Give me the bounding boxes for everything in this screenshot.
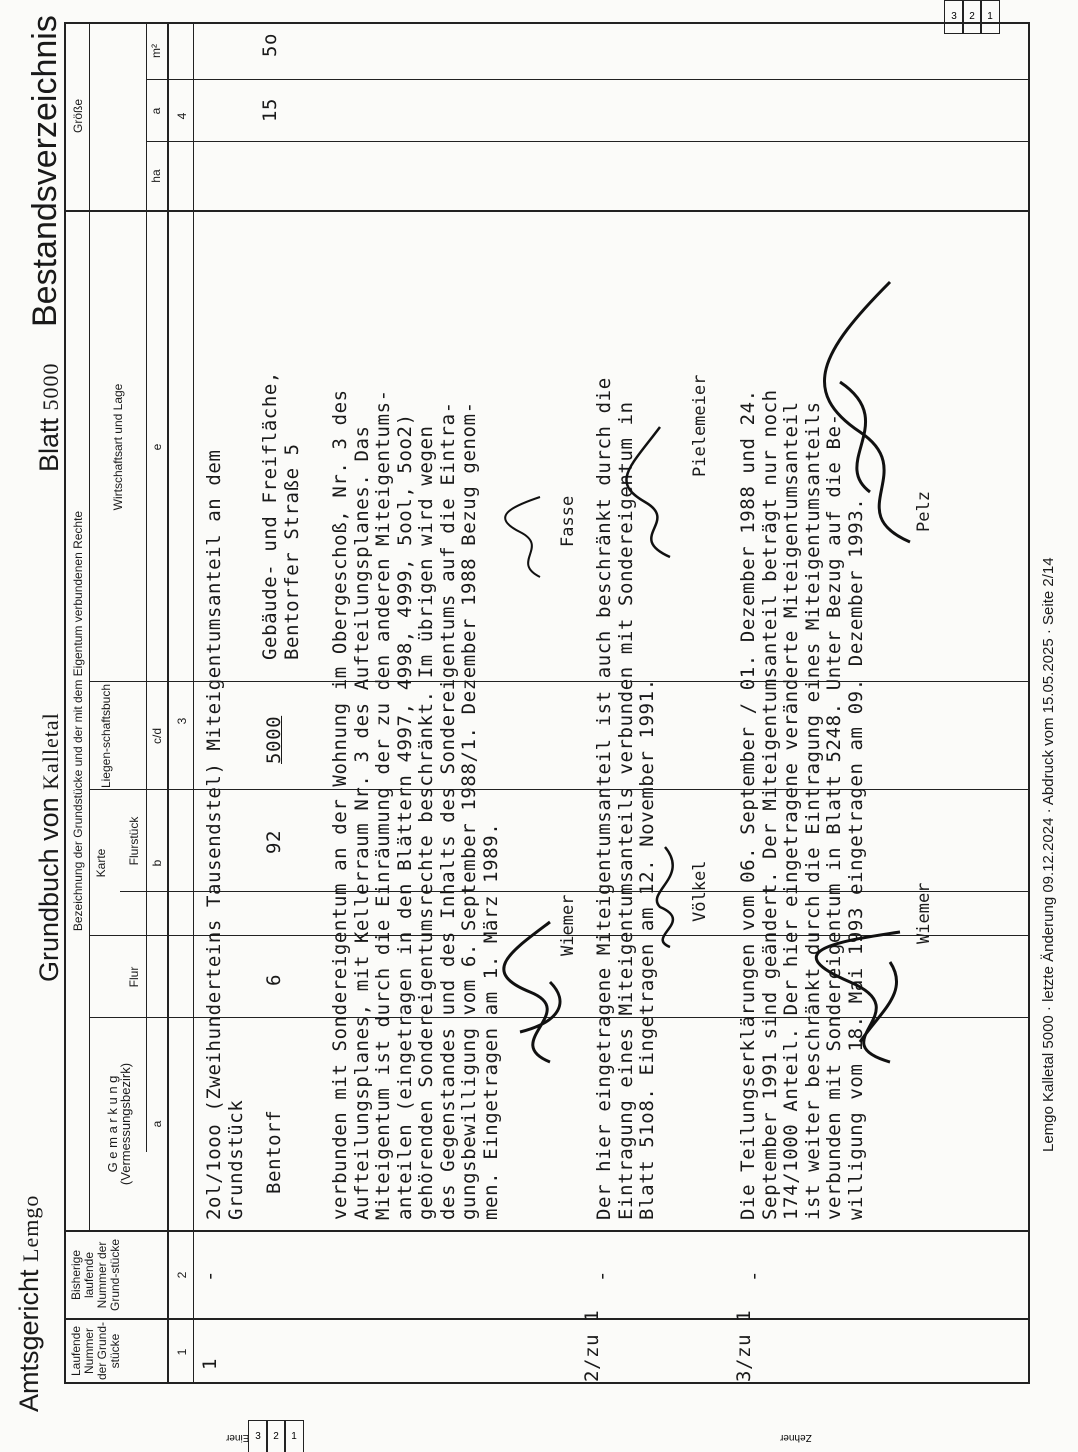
entry1-number: 1 <box>199 1357 221 1370</box>
book-name: Kalletal <box>38 712 63 790</box>
entry1-text-line: men. Eingetragen am 1. März 1989. <box>479 822 502 1220</box>
num-3: 3 <box>175 717 189 725</box>
entry1-signature-name-1: Wiemer <box>558 894 578 956</box>
margin-box-1 <box>284 1420 304 1452</box>
entry3-signature-name-1: Wiemer <box>914 882 934 944</box>
gemarkung-header <box>106 1018 132 1230</box>
sub-a: a <box>150 1120 164 1128</box>
entry3-text-line: 174/1000 Anteil. Der hier eingetragene veränderte Miteigentumsanteil <box>780 401 802 1220</box>
col-line-6 <box>89 681 1030 682</box>
entry1-text-line: anteilen (eingetragen in den Blättern 4997, 4998, 4999, 5ool, 5oo2) <box>393 413 416 1220</box>
entry2-text-line: Der hier eingetragene Miteigentumsanteil ist auch beschränkt durch die <box>593 377 615 1220</box>
col-line-8 <box>146 141 1030 142</box>
entry1-liegenschaftsbuch: 5000 <box>263 715 285 764</box>
entry1-text-line: Miteigentum ist durch die Einräumung der zu den anderen Miteigentums- <box>372 389 394 1220</box>
entry2-signature-name-2: Pielemeier <box>690 374 710 477</box>
entry2-signature-name-1: Völkel <box>690 860 710 922</box>
entry3-signature-name-2: Pelz <box>914 491 934 532</box>
margin-digit: 3 <box>951 11 957 22</box>
entry1-prev: - <box>199 1269 221 1282</box>
signature-scribble-1 <box>490 912 590 1072</box>
entry3-text-line: willigung vom 18. Mai 1993 eingetragen am 09. Dezember 1993. <box>844 497 867 1220</box>
sheet-label: Blatt <box>34 417 64 472</box>
col-line-5 <box>89 789 1030 790</box>
margin-label-zehner: Zehner <box>780 1432 812 1443</box>
entry1-lage-1: Gebäude- und Freifläche, <box>259 371 281 660</box>
header-bottom-line <box>167 22 169 1384</box>
entry3-text-line: September 1991 sind geändert. Der Miteigentumsanteil beträgt nur noch <box>758 389 781 1220</box>
entry1-text-line: gehörenden Sondereigentumsrechte beschränkt. Im übrigen wird wegen <box>415 425 437 1220</box>
entry2-text-line: Blatt 51o8. Eingetragen am 12. November 1991. <box>636 678 658 1220</box>
gemarkung-label: G e m a r k u n g <box>105 1075 120 1173</box>
size-sub-line <box>146 22 147 212</box>
book-header <box>34 712 65 982</box>
sheet-header <box>34 362 65 472</box>
col-line-7 <box>64 210 1030 212</box>
margin-box-right-1 <box>980 0 1000 34</box>
court-label: Amtsgericht <box>14 1269 44 1412</box>
sub-e: e <box>150 443 164 451</box>
number-row-line <box>193 22 194 1384</box>
entry1-size-m2: 5o <box>259 32 281 57</box>
court-name: Lemgo <box>18 1194 43 1262</box>
signature-scribble-4 <box>620 422 690 562</box>
liegenschaftsbuch-header: Liegen-schaftsbuch <box>99 683 113 789</box>
page-title: Bestandsverzeichnis <box>26 15 64 327</box>
margin-label-einer: Einer <box>226 1432 250 1443</box>
margin-digit: 1 <box>291 1431 297 1442</box>
col-line-2 <box>64 1230 1030 1232</box>
m2-header: m² <box>149 44 163 58</box>
flurstueck-header: Flurstück <box>127 816 141 866</box>
entry1-signature-name-2: Fasse <box>558 495 578 547</box>
signature-scribble-6 <box>800 272 930 552</box>
a-header: a <box>149 107 163 115</box>
entry1-flurstueck: 92 <box>263 829 285 854</box>
ha-header: ha <box>149 169 163 183</box>
entry1-text-line: gungsbewilligung vom 6. September 1988/1. Dezember 1988 Bezug genom- <box>458 401 480 1220</box>
entry3-number: 3/zu 1 <box>733 1309 755 1382</box>
num-2: 2 <box>175 1271 189 1279</box>
margin-box-right-2 <box>962 0 982 34</box>
signature-scribble-5 <box>800 922 930 1072</box>
signature-scribble-3 <box>640 842 700 952</box>
entry3-prev: - <box>743 1269 765 1282</box>
entry1-text-line: des Gegenstandes und des Inhalts des Sondereigentums auf die Eintra- <box>436 401 459 1220</box>
sub-cd: c/d <box>150 728 164 745</box>
signature-scribble-2 <box>500 492 560 582</box>
entry2-text-line: Eintragung eines Miteigentumsanteils verbunden mit Sondereigentum in <box>614 401 637 1220</box>
col-line-karte <box>120 891 1030 892</box>
entry1-flur: 6 <box>263 973 285 986</box>
page-footer: Lemgo Kalletal 5000 · letzte Änderung 09.12.2024 · Abdruck vom 15.05.2025 · Seite 2/14 <box>1040 557 1057 1152</box>
sub-letter-line <box>146 212 147 1152</box>
entry2-number: 2/zu 1 <box>581 1309 603 1382</box>
groesse-header: Größe <box>71 99 85 134</box>
gemarkung-sub: (Vermessungsbezirk) <box>118 1062 133 1186</box>
group-header: Bezeichnung der Grundstücke und der mit dem Eigentum verbundenen Rechte <box>71 510 85 932</box>
margin-box-3 <box>248 1420 268 1452</box>
col-line-9 <box>146 79 1030 80</box>
group-line <box>89 212 90 1232</box>
entry2-prev: - <box>591 1269 613 1282</box>
num-4: 4 <box>175 112 189 120</box>
size-group-line <box>89 22 90 212</box>
entry1-gemarkung: Bentorf <box>263 1109 285 1194</box>
court-header <box>14 1195 45 1412</box>
entry3-text-line: verbunden mit Sondereigentum in Blatt 5248. Unter Bezug auf die Be- <box>823 413 845 1220</box>
margin-digit: 2 <box>969 11 975 22</box>
entry1-text-line: verbunden mit Sondereigentum an der Wohnung im Obergeschoß, Nr. 3 des <box>329 389 351 1220</box>
num-1: 1 <box>175 1348 189 1356</box>
col2-header: Bisherige laufende Nummer der Grund-stücke <box>69 1238 122 1312</box>
entry1-text <box>330 389 502 1220</box>
margin-box-2 <box>266 1420 286 1452</box>
entry1-text-line: Aufteilungsplanes, mit Kellerraum Nr. 3 des Aufteilungsplanes. Das <box>350 425 373 1220</box>
margin-digit: 1 <box>987 11 993 22</box>
margin-box-right-3 <box>944 0 964 34</box>
entry1-lage-2: Bentorfer Straße 5 <box>281 443 303 660</box>
col-line-1 <box>64 1318 1030 1320</box>
book-label: Grundbuch von <box>34 797 64 982</box>
entry3-text-line: Die Teilungserklärungen vom 06. September / 01. Dezember 1988 und 24. <box>737 389 759 1220</box>
karte-header: Karte <box>94 848 108 878</box>
entry1-grundstueck: Grundstück <box>225 1099 247 1220</box>
flur-header: Flur <box>127 966 141 988</box>
margin-digit: 3 <box>255 1431 261 1442</box>
sub-b: b <box>150 859 164 867</box>
entry3-text-line: ist weiter beschränkt durch die Eintragung eines Miteigentumsanteils <box>801 401 824 1220</box>
entry1-share-line: 2ol/1ooo (Zweihunderteins Tausendstel) Miteigentumsanteil an dem <box>203 449 225 1220</box>
col1-header: Laufende Nummer der Grund-stücke <box>69 1321 122 1381</box>
entry1-size-a: 15 <box>259 97 281 122</box>
sheet-number: 5000 <box>38 362 63 411</box>
wirtschaftsart-header: Wirtschaftsart und Lage <box>111 383 125 511</box>
margin-digit: 2 <box>273 1431 279 1442</box>
